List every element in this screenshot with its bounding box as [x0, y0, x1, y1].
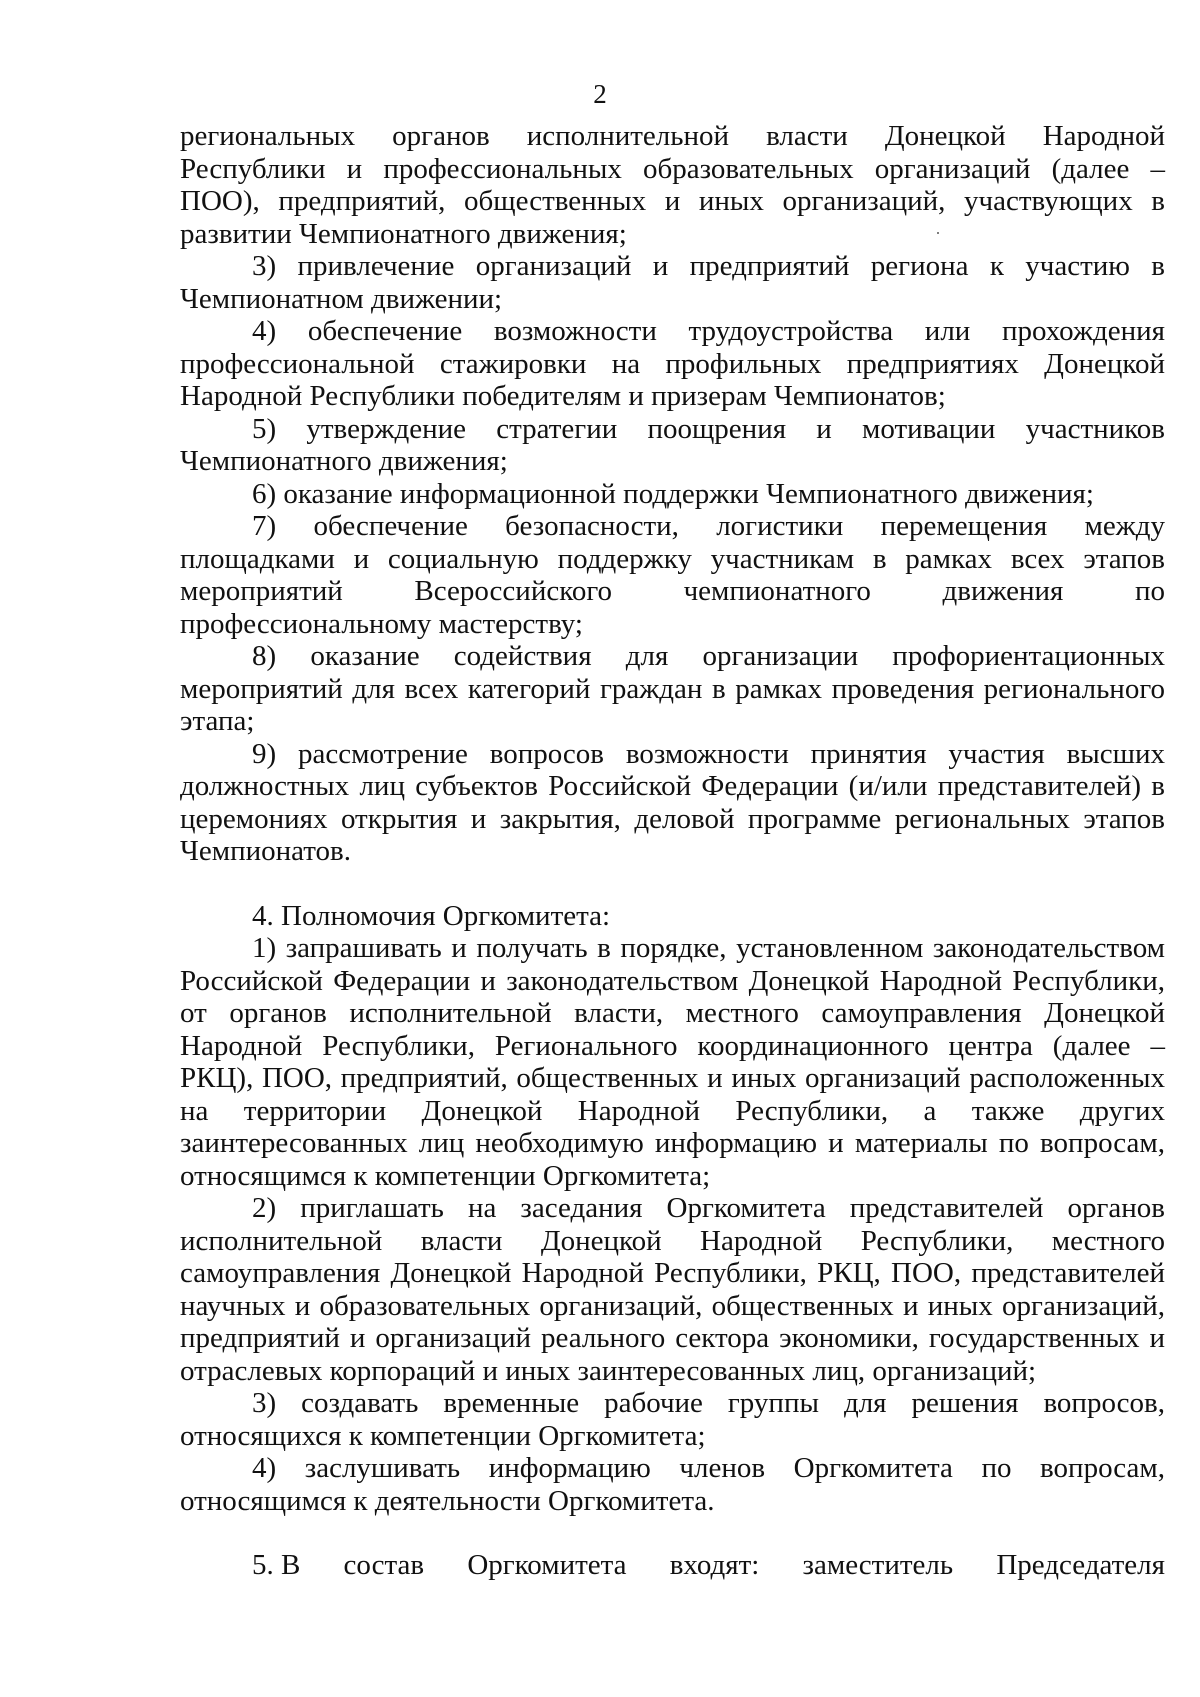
- page-number: 2: [593, 79, 607, 109]
- paragraph-item-5: 5) утверждение стратегии поощрения и мотивации участников Чемпионатного движения;: [180, 412, 1165, 477]
- word: Председателя: [996, 1549, 1165, 1581]
- word: входят:: [669, 1549, 760, 1581]
- powers-item-2: 2) приглашать на заседания Оргкомитета представителей органов исполнительной власти Донецкой Народной Республики, местного самоуправления Донецкой Народной Республики, РКЦ, ПОО, представителей научных и образовательных организаций, общественных и иных организаций, предприятий и организаций реального сектора экономики, государственных и отраслевых корпораций и иных заинтересованных лиц, организаций;: [180, 1192, 1165, 1387]
- powers-item-1: 1) запрашивать и получать в порядке, установленном законодательством Российской Федерации и законодательством Донецкой Народной Республики, от органов исполнительной власти, местного самоуправления Донецкой Народной Республики, Регионального координационного центра (далее – РКЦ), ПОО, предприятий, общественных и иных организаций расположенных на территории Донецкой Народной Республики, а также других заинтересованных лиц необходимую информацию и материалы по вопросам, относящимся к компетенции Оргкомитета;: [180, 932, 1165, 1192]
- paragraph-item-8: 8) оказание содействия для организации профориентационных мероприятий для всех категорий граждан в рамках проведения регионального этапа;: [180, 640, 1165, 737]
- word: состав: [343, 1549, 425, 1581]
- powers-item-3: 3) создавать временные рабочие группы для решения вопросов, относящихся к компетенции Оргкомитета;: [180, 1387, 1165, 1452]
- section-heading-4: 4. Полномочия Оргкомитета:: [252, 899, 611, 932]
- document-body: [180, 120, 1165, 1582]
- paragraph-item-4: 4) обеспечение возможности трудоустройства или прохождения профессиональной стажировки на профильных предприятиях Донецкой Народной Республики победителям и призерам Чемпионатов;: [180, 315, 1165, 412]
- word: заместитель: [802, 1549, 954, 1581]
- paragraph-item-3: 3) привлечение организаций и предприятий региона к участию в Чемпионатном движении;: [180, 250, 1165, 315]
- word: Оргкомитета: [467, 1549, 627, 1581]
- paragraph-continuation: региональных органов исполнительной власти Донецкой Народной Республики и профессиональных образовательных организаций (далее – ПОО), предприятий, общественных и иных организаций, участвующих в развитии Чемпионатного движения;: [180, 120, 1165, 250]
- word: 5. В: [252, 1549, 301, 1581]
- section-5-first-line: [180, 1549, 1165, 1582]
- paragraph-item-9: 9) рассмотрение вопросов возможности принятия участия высших должностных лиц субъектов Российской Федерации (и/или представителей) в церемониях открытия и закрытия, деловой программе региональных этапов Чемпионатов.: [180, 737, 1165, 867]
- paragraph-item-7: 7) обеспечение безопасности, логистики перемещения между площадками и социальную поддержку участникам в рамках всех этапов мероприятий Всероссийского чемпионатного движения по профессиональному мастерству;: [180, 510, 1165, 640]
- paragraph-item-6: 6) оказание информационной поддержки Чемпионатного движения;: [252, 477, 1094, 510]
- powers-item-4: 4) заслушивать информацию членов Оргкомитета по вопросам, относящимся к деятельности Оргкомитета.: [180, 1452, 1165, 1517]
